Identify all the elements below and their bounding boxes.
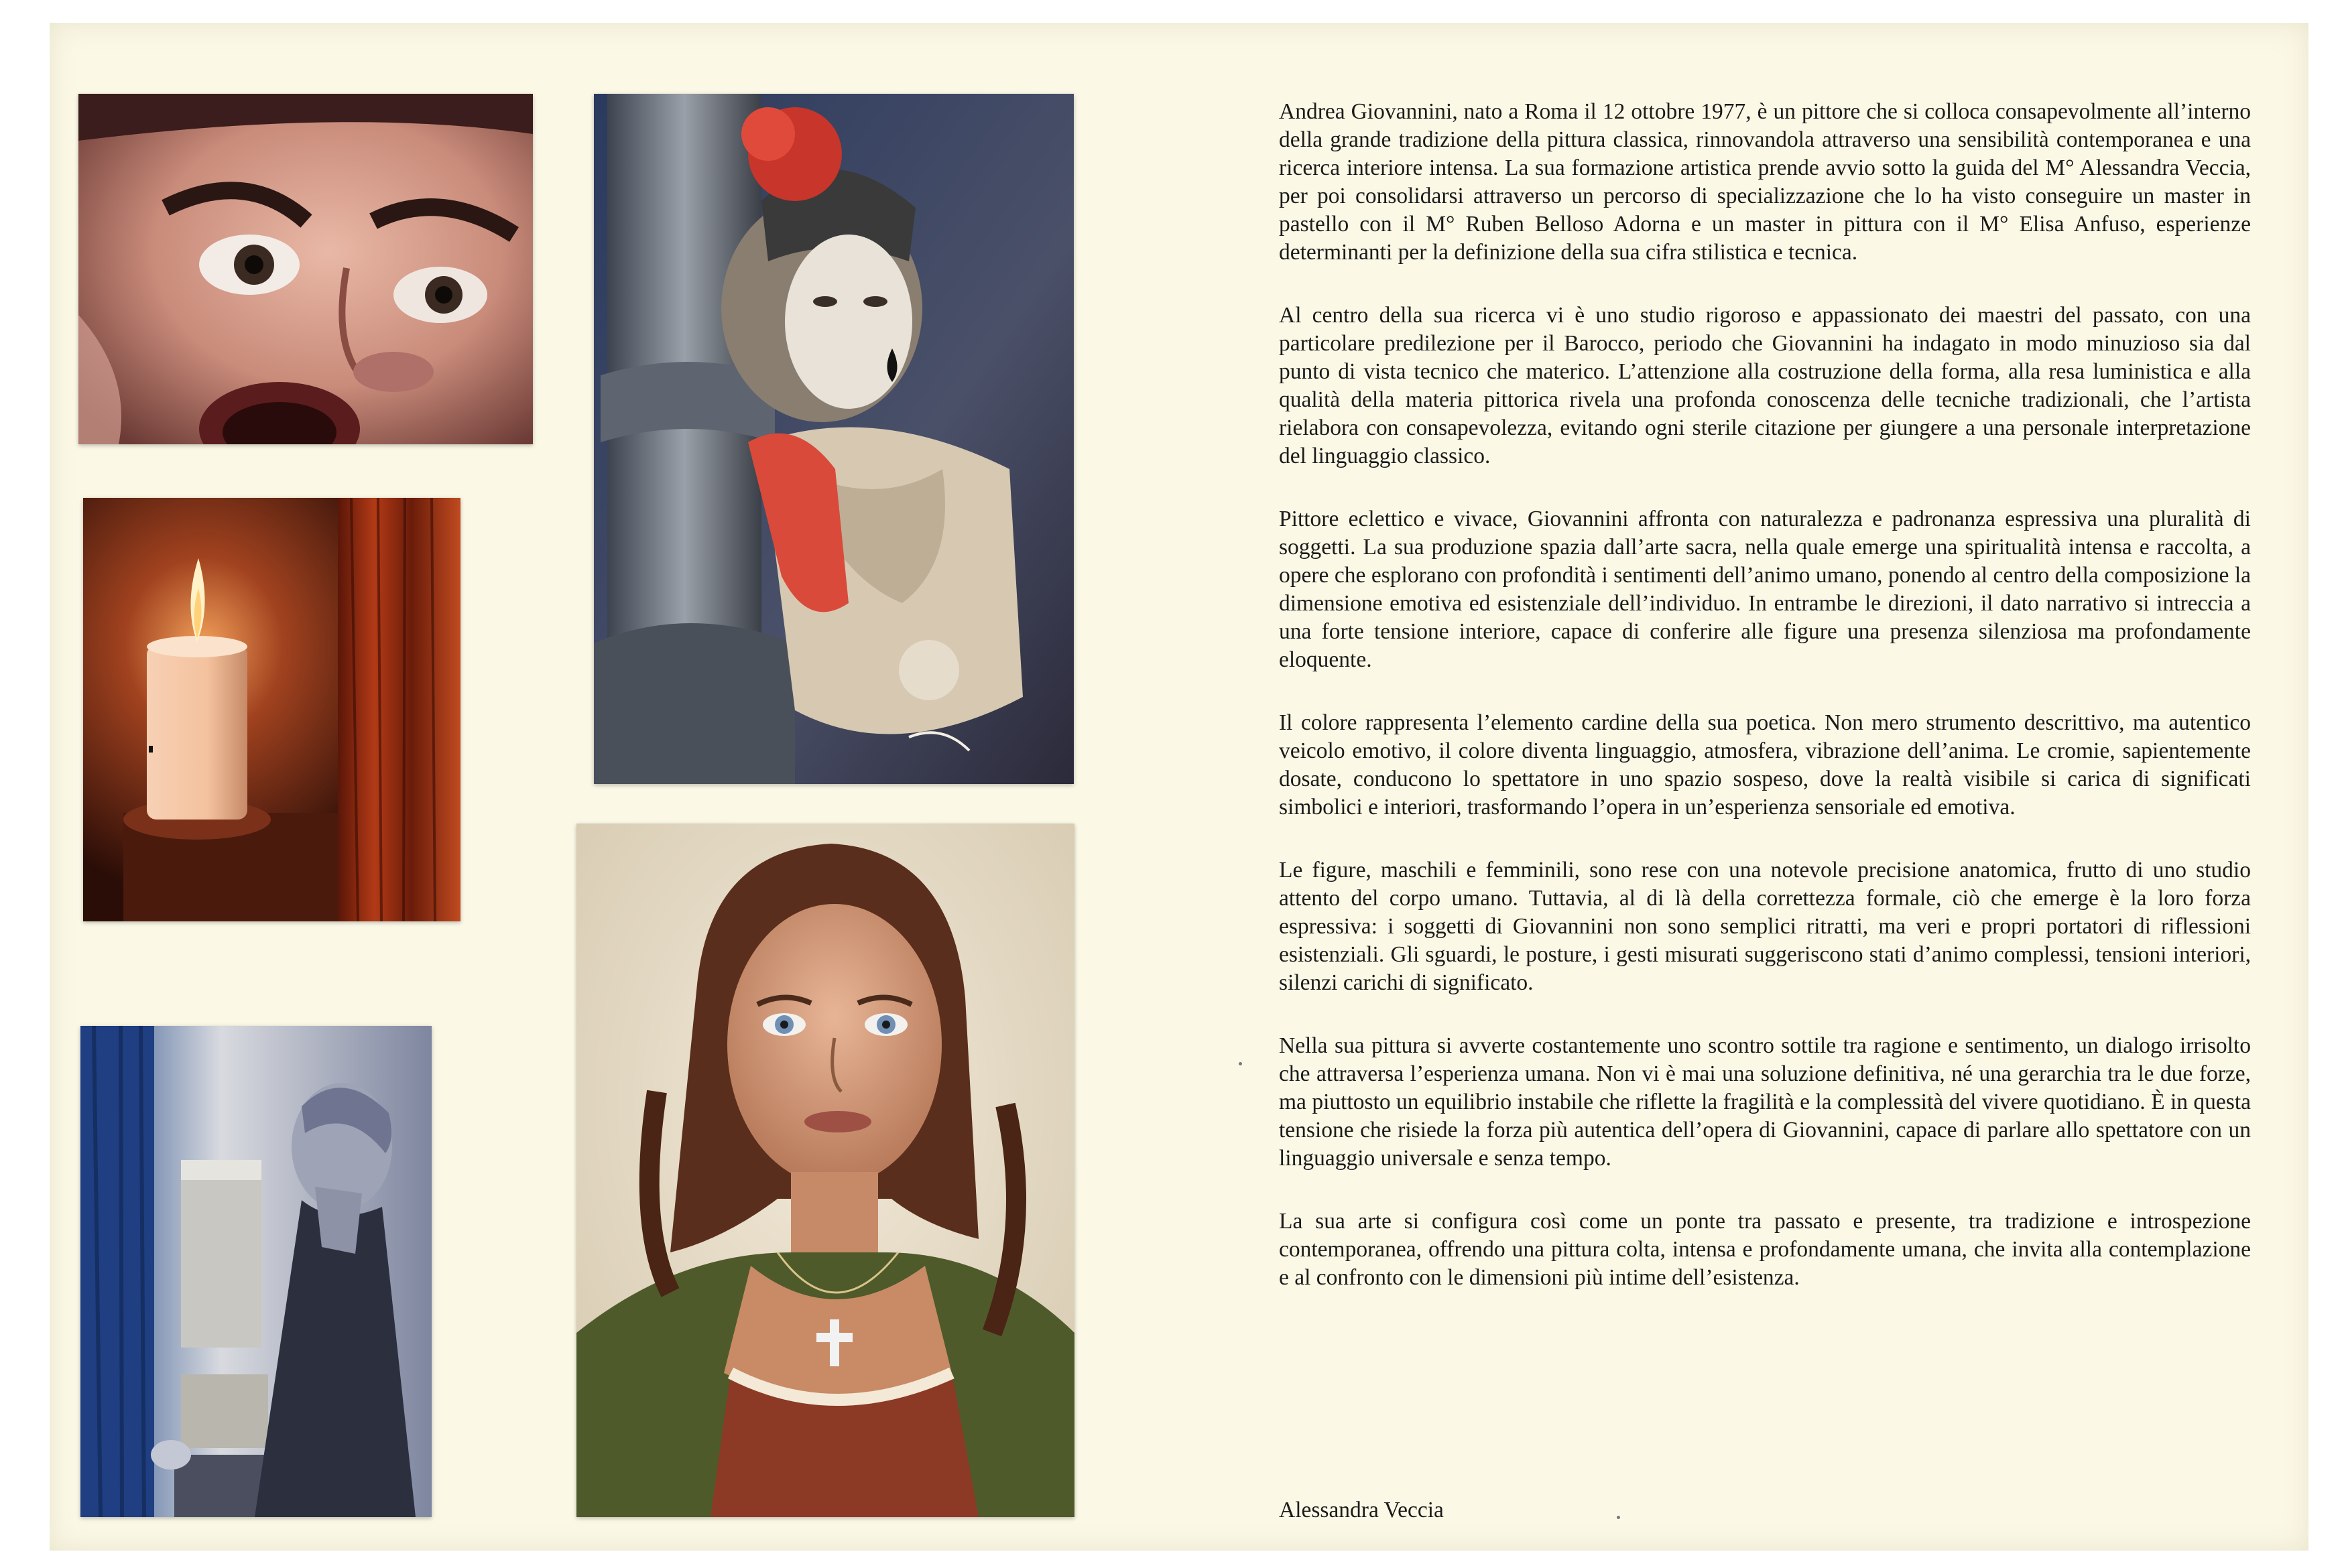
painting-woman-at-window [80,1026,432,1517]
painting-woman-portrait [576,824,1074,1517]
painting-screaming-face [78,94,533,444]
paper-speck [1239,1062,1242,1065]
painting-pierrot [594,94,1074,784]
painting-candle [83,498,460,921]
paragraph-3: Pittore eclettico e vivace, Giovannini affronta con naturalezza e padronanza espressiva una pluralità di soggetti. La sua produzione spazia dall’arte sacra, nella quale emerge una spiritualità intensa e raccolta, a opere che esplorano con profondità i sentimenti dell’animo umano, ponendo al centro della composizione la dimensione emotiva ed esistenziale dell’individuo. In entrambe le direzioni, il dato narrativo si intreccia a una forte tensione interiore, capace di conferire alle figure una presenza silenziosa ma profondamente eloquente. [1279,507,2251,672]
paper-speck [1617,1516,1620,1519]
paragraph-1: Andrea Giovannini, nato a Roma il 12 ottobre 1977, è un pittore che si colloca consapevolmente all’interno della grande tradizione della pittura classica, rinnovandola attraverso una sensibilità contemporanea e una ricerca interiore intensa. La sua formazione artistica prende avvio sotto la guida del M° Alessandra Veccia, per poi consolidarsi attraverso un percorso di specializzazione che lo ha visto conseguire un master in pastello con il M° Ruben Belloso Adorna e un master in pittura con il M° Elisa Anfuso, esperienze determinanti per la definizione della sua cifra stilistica e tecnica. [1279,99,2251,265]
paragraph-5: Le figure, maschili e femminili, sono rese con una notevole precisione anatomica, frutto di uno studio attento del corpo umano. Tuttavia, al di là della correttezza formale, ciò che emerge è la loro forza espressiva: i soggetti di Giovannini non sono semplici ritratti, ma veri e propri portatori di riflessioni esistenziali. Gli sguardi, le posture, i gesti misurati suggeriscono stati d’animo complessi, tensioni interiori, silenzi carichi di significato. [1279,858,2251,995]
author-signature: Alessandra Veccia [1279,1498,1444,1522]
paragraph-6: Nella sua pittura si avverte costantemente uno scontro sottile tra ragione e sentimento, un dialogo irrisolto che attraversa l’esperienza umana. Non vi è mai una soluzione definitiva, né una gerarchia tra le due forze, ma piuttosto un equilibrio instabile che riflette la fragilità e la complessità del vivere quotidiano. È in questa tensione che risiede la forza più autentica dell’opera di Giovannini, capace di parlare allo spettatore con un linguaggio universale e senza tempo. [1279,1033,2251,1171]
article-text [1279,98,2251,1327]
paragraph-7: La sua arte si configura così come un ponte tra passato e presente, tra tradizione e introspezione contemporanea, offrendo una pittura colta, intensa e profondamente umana, che invita alla contemplazione e al confronto con le dimensioni più intime dell’esistenza. [1279,1209,2251,1290]
paragraph-2: Al centro della sua ricerca vi è uno studio rigoroso e appassionato dei maestri del passato, con una particolare predilezione per il Barocco, periodo che Giovannini ha indagato in modo minuzioso sia dal punto di vista tecnico che materico. L’attenzione alla costruzione della forma, alla resa luministica e alla qualità della materia pittorica rivela una profonda conoscenza delle tecniche tradizionali, che l’artista rielabora con consapevolezza, evitando ogni sterile citazione per giungere a una personale interpretazione del linguaggio classico. [1279,303,2251,468]
paragraph-4: Il colore rappresenta l’elemento cardine della sua poetica. Non mero strumento descrittivo, ma autentico veicolo emotivo, il colore diventa linguaggio, atmosfera, vibrazione dell’anima. Le cromie, sapientemente dosate, conducono lo spettatore in uno spazio sospeso, dove la realtà visibile si carica di significati simbolici e interiori, trasformando l’opera in un’esperienza sensoriale ed emotiva. [1279,710,2251,820]
